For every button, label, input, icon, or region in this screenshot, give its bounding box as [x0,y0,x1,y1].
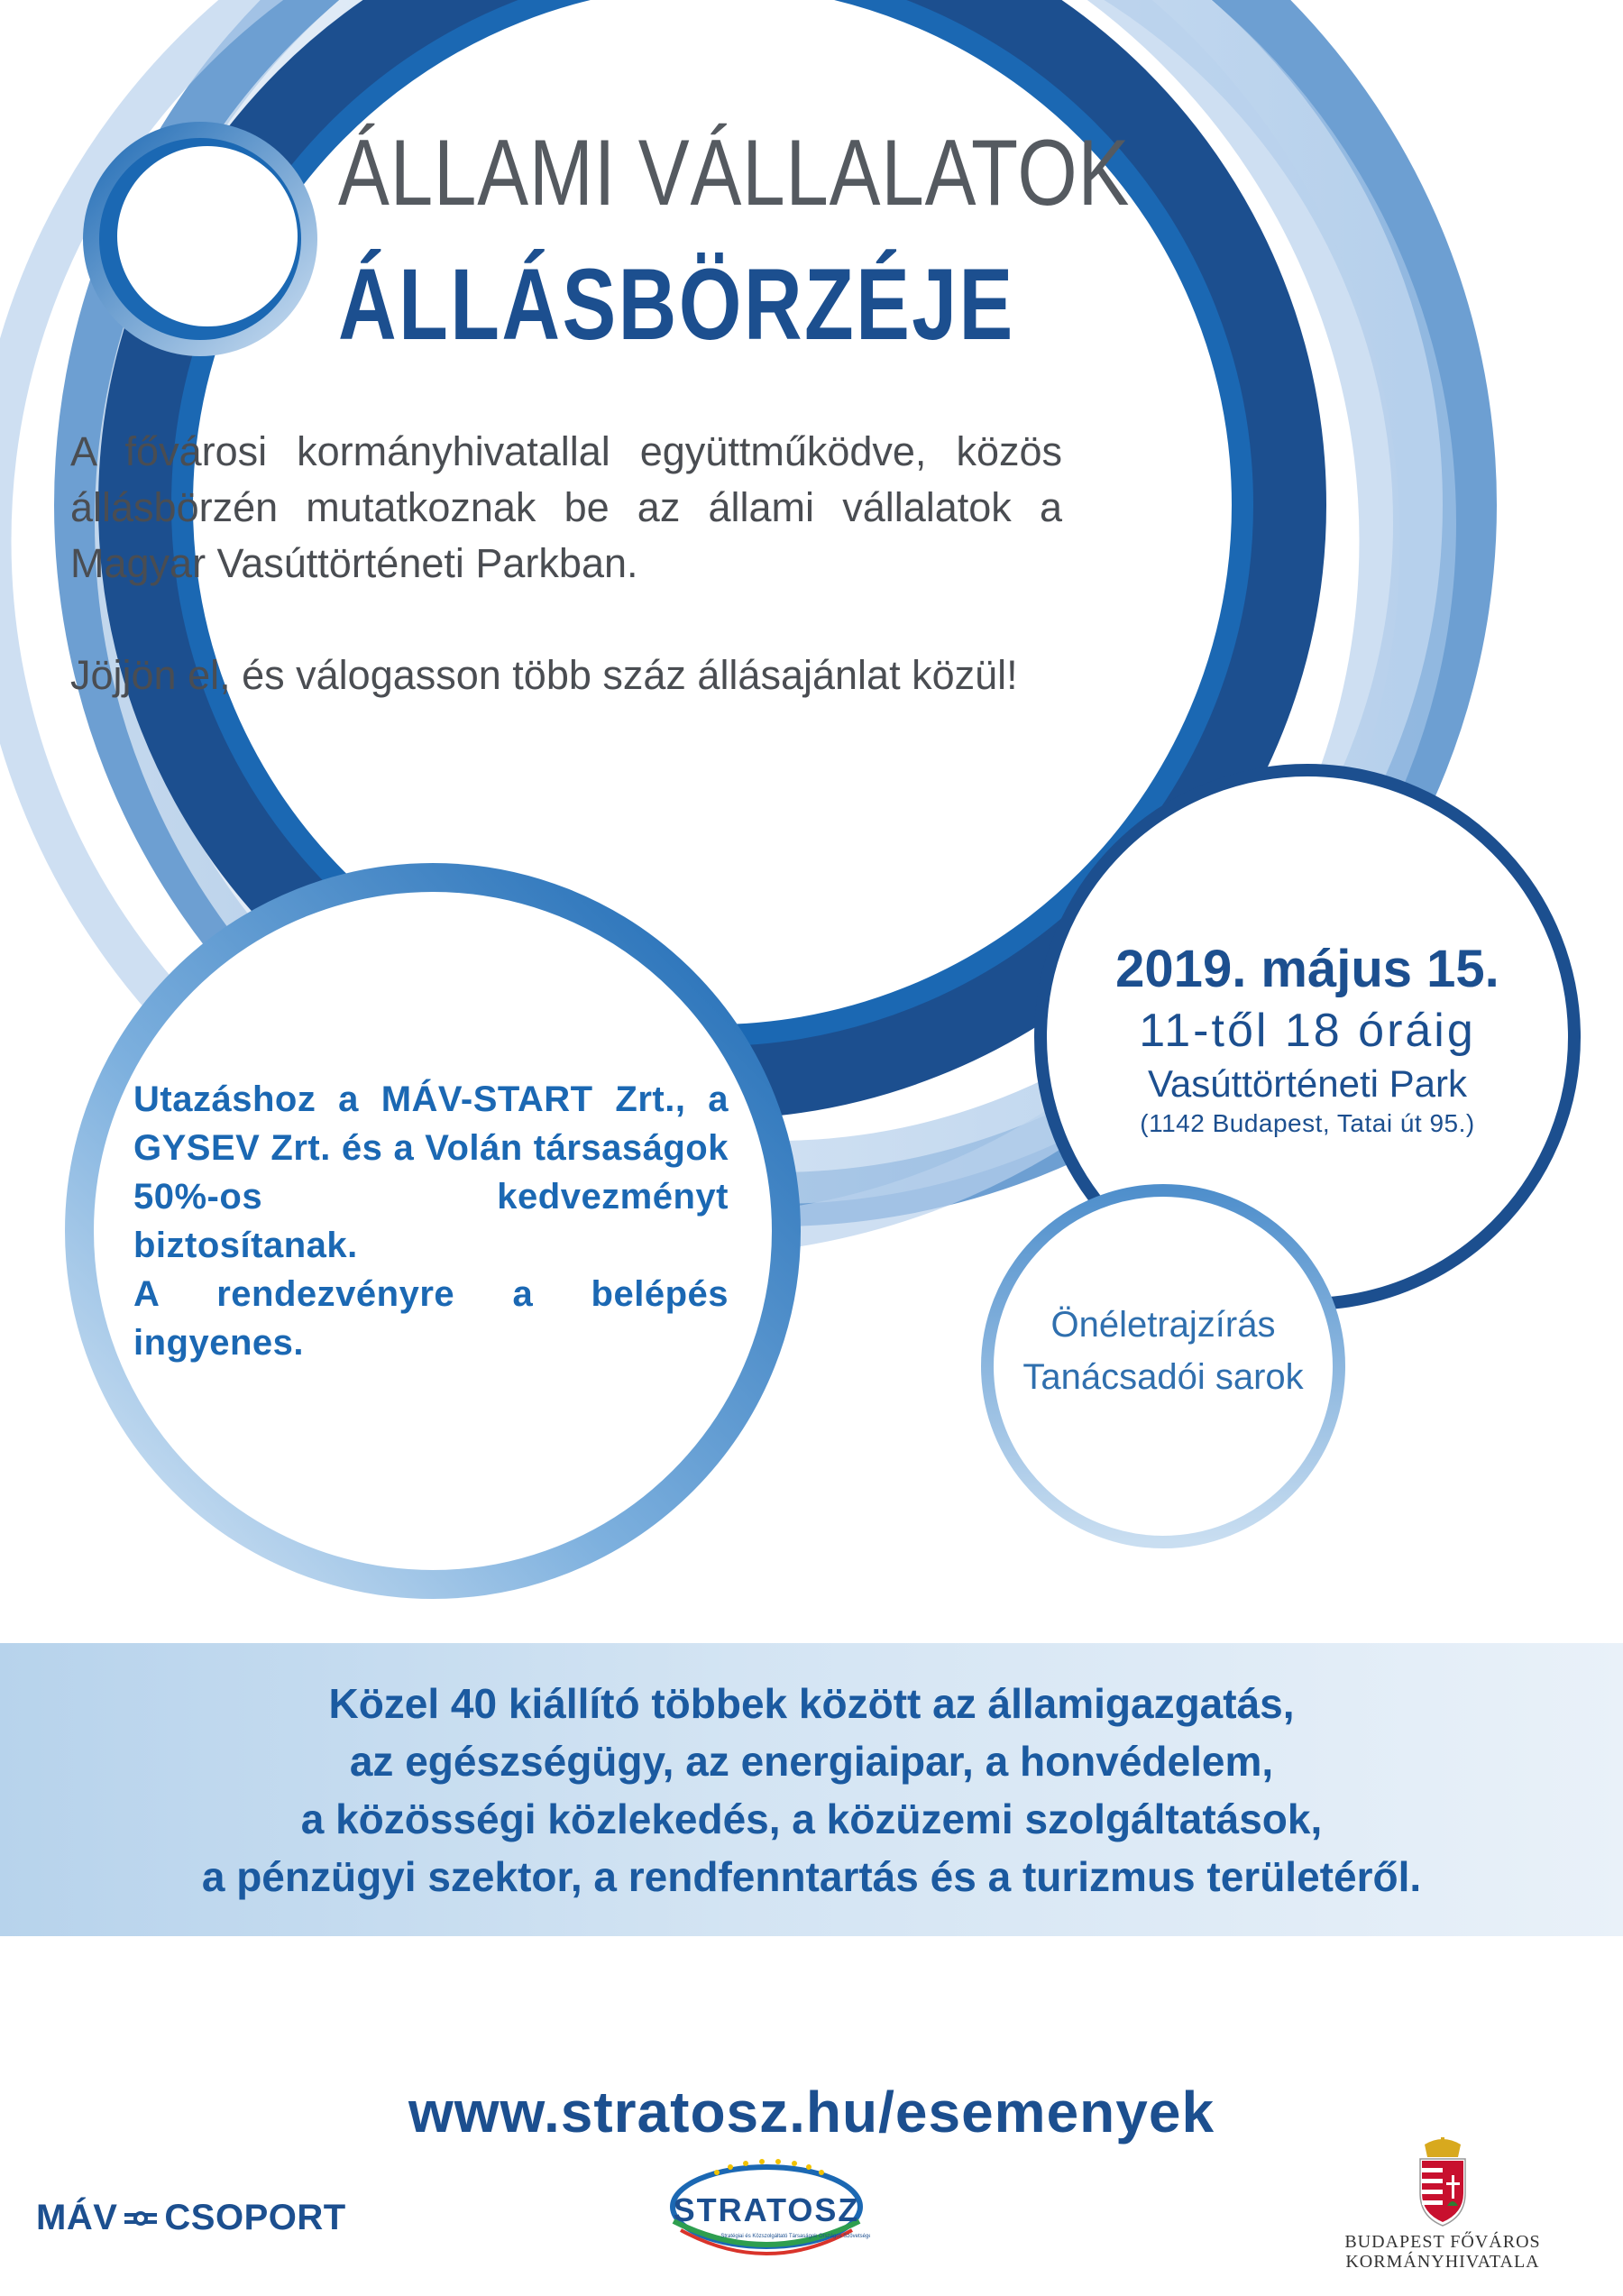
hungarian-coat-of-arms-icon [1411,2137,1474,2227]
corner-line-2: Tanácsadói sarok [1022,1357,1304,1397]
event-date: 2019. május 15. [1115,940,1499,998]
website-link[interactable]: www.stratosz.hu/esemenyek [408,2080,1215,2144]
travel-info-line-1: Utazáshoz a MÁV-START Zrt., a GYSEV Zrt. és a Volán társaságok 50%-os kedvezményt biztosítanak. [133,1079,729,1265]
corner-info [1010,1299,1316,1403]
mav-csoport-logo [36,2198,346,2238]
bfk-logo [1343,2137,1542,2272]
intro-paragraph-1: A fővárosi kormányhivatallal együttműködve, közös állásbörzén mutatkoznak be az állami vállalatok a Magyar Vasúttörténeti Parkban. [70,428,1062,586]
bfk-line-1: BUDAPEST FŐVÁROS [1344,2232,1541,2252]
travel-info-line-2: A rendezvényre a belépés ingyenes. [133,1274,729,1363]
event-time: 11-től 18 óráig [1139,1005,1476,1057]
exhibitors-text [0,1675,1623,1906]
travel-info [133,1075,729,1367]
stratosz-name: STRATOSZ [673,2191,860,2228]
banner-line: az egészségügy, az energiaipar, a honvédelem, [349,1738,1274,1785]
event-details [1077,938,1537,1140]
intro-text [70,424,1062,759]
bfk-line-2: KORMÁNYHIVATALA [1345,2252,1540,2272]
banner-line: a közösségi közlekedés, a közüzemi szolgáltatások, [300,1795,1323,1842]
stratosz-logo [663,2151,870,2277]
mav-logo-left: MÁV [36,2198,118,2237]
mav-wing-icon [123,2205,159,2232]
title-line-2: ÁLLÁSBÖRZÉJE [338,248,1015,361]
banner-line: a pénzügyi szektor, a rendfenntartás és a turizmus területéről. [201,1853,1422,1900]
banner-line: Közel 40 kiállító többek között az államigazgatás, [328,1680,1295,1727]
stratosz-emblem-icon [663,2151,870,2277]
title-line-1: ÁLLAMI VÁLLALATOK [338,121,1131,225]
event-venue: Vasúttörténeti Park [1147,1062,1468,1105]
mav-logo-right: CSOPORT [164,2198,346,2237]
event-address: (1142 Budapest, Tatai út 95.) [1140,1109,1475,1137]
corner-line-1: Önéletrajzírás [1050,1305,1276,1345]
intro-paragraph-2: Jöjjön el, és válogasson több száz állásajánlat közül! [70,652,1018,698]
stratosz-subtitle: Stratégiai és Közszolgáltató Társaságok Országos Szövetsége [720,2234,870,2239]
